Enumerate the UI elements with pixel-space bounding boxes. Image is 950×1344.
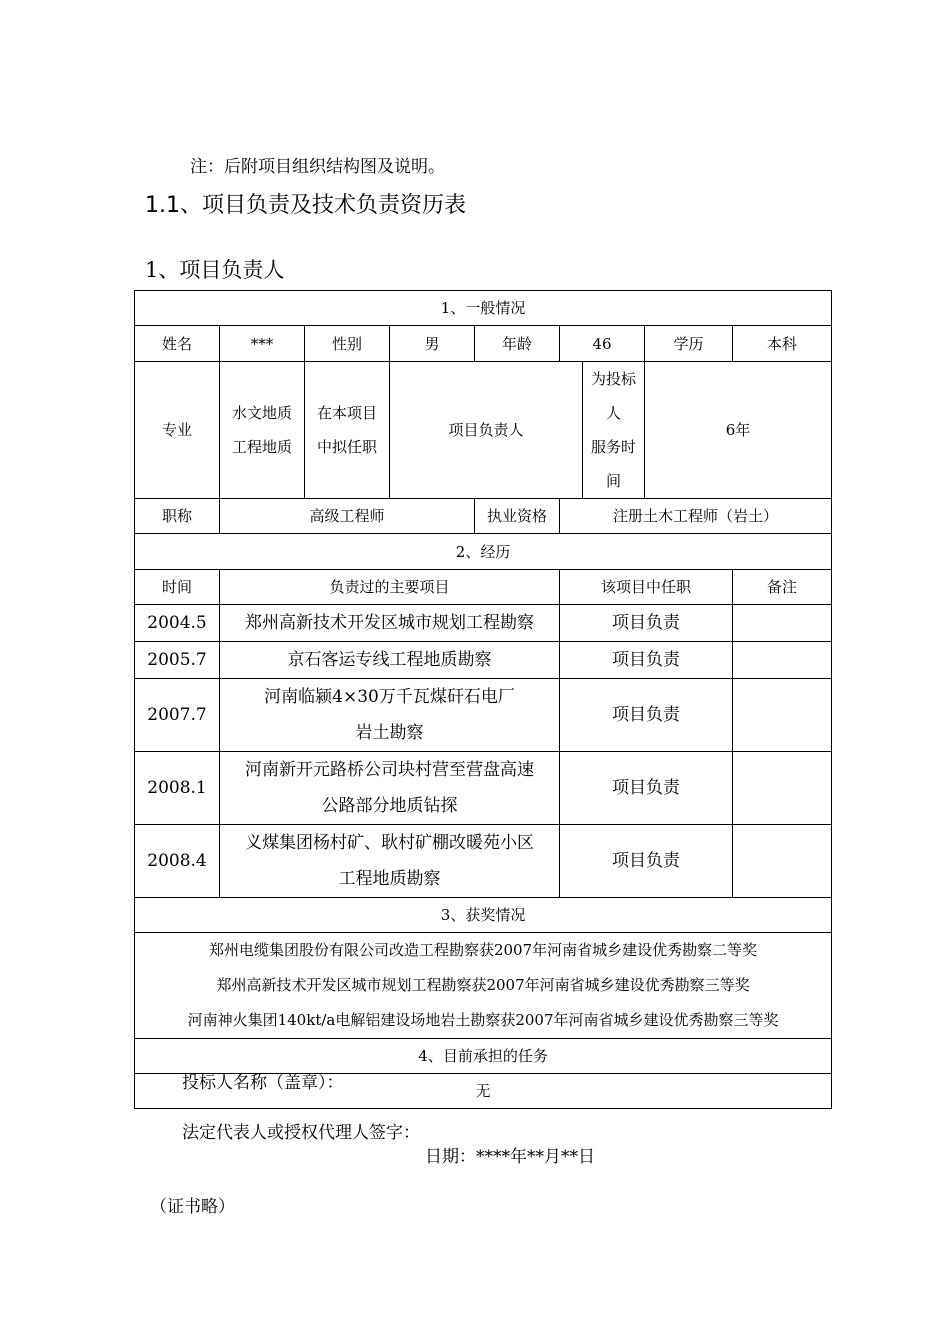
experience-project-line: 工程地质勘察: [338, 869, 441, 889]
section-title: 1.1、项目负责及技术负责资历表: [145, 193, 466, 218]
name-label: 姓名: [135, 326, 220, 362]
subsection-title: 1、项目负责人: [145, 258, 285, 282]
experience-project-line: 河南临颍4×30万千瓦煤矸石电厂: [264, 687, 515, 707]
table-row: [135, 605, 832, 642]
qualification-value: 注册土木工程师（岩土）: [560, 499, 832, 534]
title-value: 高级工程师: [220, 499, 475, 534]
experience-role: 项目负责: [560, 605, 733, 642]
representative-signature-label: 法定代表人或授权代理人签字：: [182, 1123, 420, 1143]
experience-remark: [733, 752, 832, 825]
experience-project-line: 义煤集团杨村矿、耿村矿棚改暖苑小区: [245, 833, 534, 853]
experience-role: 项目负责: [560, 825, 733, 898]
experience-project-line: 郑州高新技术开发区城市规划工程勘察: [245, 613, 534, 633]
table-row: [135, 679, 832, 752]
experience-remark: [733, 825, 832, 898]
experience-role: 项目负责: [560, 752, 733, 825]
age-label: 年龄: [475, 326, 560, 362]
tasks-header: 4、目前承担的任务: [135, 1039, 832, 1074]
experience-project-line: 岩土勘察: [355, 723, 424, 743]
gender-value: 男: [390, 326, 475, 362]
experience-project: [220, 679, 560, 752]
position-label: [305, 362, 390, 499]
experience-role: 项目负责: [560, 642, 733, 679]
award-item: 郑州高新技术开发区城市规划工程勘察获2007年河南省城乡建设优秀勘察三等奖: [216, 976, 750, 994]
general-header: 1、一般情况: [135, 291, 832, 326]
certificate-note: （证书略）: [150, 1197, 235, 1217]
experience-time: 2005.7: [135, 642, 220, 679]
awards-list: [135, 933, 832, 1039]
experience-header: 2、经历: [135, 534, 832, 570]
tasks-value: 无: [135, 1074, 832, 1109]
qualification-label: 执业资格: [475, 499, 560, 534]
award-item: 郑州电缆集团股份有限公司改造工程勘察获2007年河南省城乡建设优秀勘察二等奖: [208, 941, 758, 959]
service-label-line: 为投标人: [590, 370, 636, 422]
bidder-name-label: 投标人名称（盖章）：: [182, 1073, 344, 1093]
experience-role: 项目负责: [560, 679, 733, 752]
table-row: [135, 825, 832, 898]
position-value: 项目负责人: [390, 362, 583, 499]
resume-table: [134, 290, 832, 1109]
age-value: 46: [560, 326, 645, 362]
service-label-line: 服务时间: [590, 438, 636, 490]
major-value-line: 水文地质: [231, 404, 292, 422]
table-row: [135, 642, 832, 679]
experience-remark: [733, 605, 832, 642]
major-value-line: 工程地质: [231, 438, 292, 456]
experience-project: [220, 642, 560, 679]
service-label: [583, 362, 645, 499]
title-label: 职称: [135, 499, 220, 534]
experience-project-line: 京石客运专线工程地质勘察: [287, 650, 492, 670]
major-value: [220, 362, 305, 499]
name-value: ***: [220, 326, 305, 362]
gender-label: 性别: [305, 326, 390, 362]
experience-project: [220, 825, 560, 898]
award-item: 河南神火集团140kt/a电解铝建设场地岩土勘察获2007年河南省城乡建设优秀勘察三等奖: [187, 1011, 779, 1029]
experience-col-remark: 备注: [733, 570, 832, 605]
table-row: [135, 752, 832, 825]
date-label: 日期：****年**月**日: [425, 1147, 595, 1167]
position-label-line: 在本项目: [316, 404, 377, 422]
experience-col-project: 负责过的主要项目: [220, 570, 560, 605]
experience-project-line: 公路部分地质钻探: [321, 796, 458, 816]
experience-remark: [733, 679, 832, 752]
experience-project: [220, 752, 560, 825]
experience-time: 2007.7: [135, 679, 220, 752]
experience-time: 2008.4: [135, 825, 220, 898]
experience-col-time: 时间: [135, 570, 220, 605]
awards-header: 3、获奖情况: [135, 898, 832, 933]
major-label: 专业: [135, 362, 220, 499]
experience-remark: [733, 642, 832, 679]
service-value: 6年: [645, 362, 832, 499]
experience-time: 2004.5: [135, 605, 220, 642]
education-label: 学历: [645, 326, 733, 362]
education-value: 本科: [733, 326, 832, 362]
note-text: 注：后附项目组织结构图及说明。: [190, 157, 445, 177]
experience-col-role: 该项目中任职: [560, 570, 733, 605]
experience-project-line: 河南新开元路桥公司块村营至营盘高速: [245, 760, 534, 780]
experience-time: 2008.1: [135, 752, 220, 825]
position-label-line: 中拟任职: [316, 438, 377, 456]
experience-project: [220, 605, 560, 642]
